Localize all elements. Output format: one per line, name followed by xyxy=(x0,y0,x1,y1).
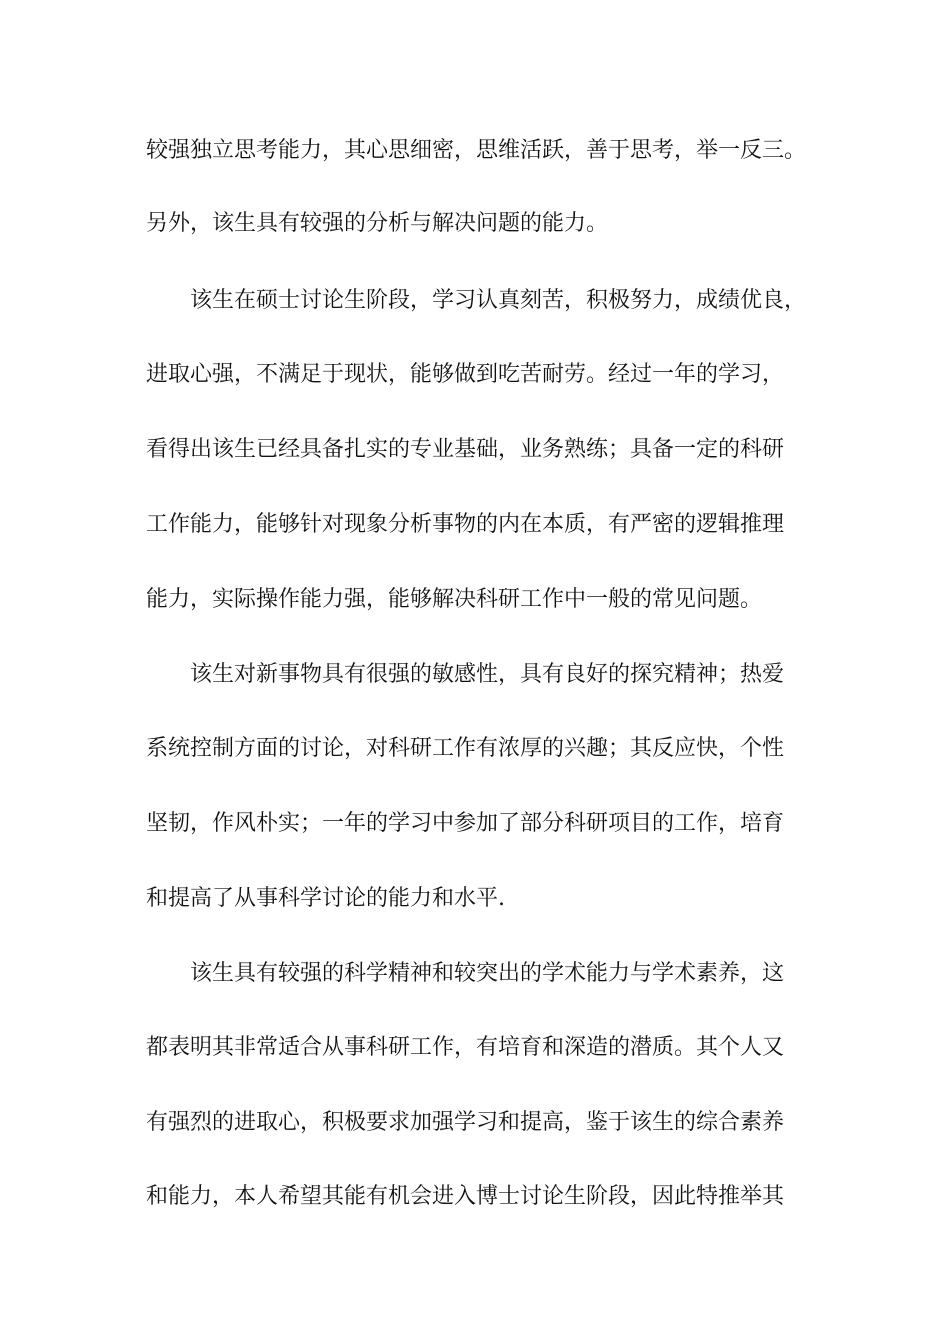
text-line: 和能力，本人希望其能有机会进入博士讨论生阶段，因此特推举其 xyxy=(146,1184,785,1209)
text-line: 系统控制方面的讨论，对科研工作有浓厚的兴趣；其反应快，个性 xyxy=(146,736,785,761)
text-line: 进取心强，不满足于现状，能够做到吃苦耐劳。经过一年的学习， xyxy=(146,362,785,387)
text-line: 有强烈的进取心，积极要求加强学习和提高，鉴于该生的综合素养 xyxy=(146,1110,785,1135)
text-line: 坚韧，作风朴实；一年的学习中参加了部分科研项目的工作，培育 xyxy=(146,811,785,836)
text-line: 较强独立思考能力，其心思细密，思维活跃，善于思考，举一反三。 xyxy=(146,138,807,163)
text-line: 看得出该生已经具备扎实的专业基础，业务熟练；具备一定的科研 xyxy=(146,437,785,462)
text-line: 都表明其非常适合从事科研工作，有培育和深造的潜质。其个人又 xyxy=(146,1035,785,1060)
paragraph-first-line: 该生在硕士讨论生阶段，学习认真刻苦，积极努力，成绩优良， xyxy=(190,288,807,313)
text-line: 能力，实际操作能力强，能够解决科研工作中一般的常见问题。 xyxy=(146,587,763,612)
text-line: 另外，该生具有较强的分析与解决问题的能力。 xyxy=(146,211,609,236)
paragraph-first-line: 该生对新事物具有很强的敏感性，具有良好的探究精神；热爱 xyxy=(190,662,785,687)
text-line: 和提高了从事科学讨论的能力和水平. xyxy=(146,886,505,911)
paragraph-first-line: 该生具有较强的科学精神和较突出的学术能力与学术素养，这 xyxy=(190,961,785,986)
text-line: 工作能力，能够针对现象分析事物的内在本质，有严密的逻辑推理 xyxy=(146,512,785,537)
